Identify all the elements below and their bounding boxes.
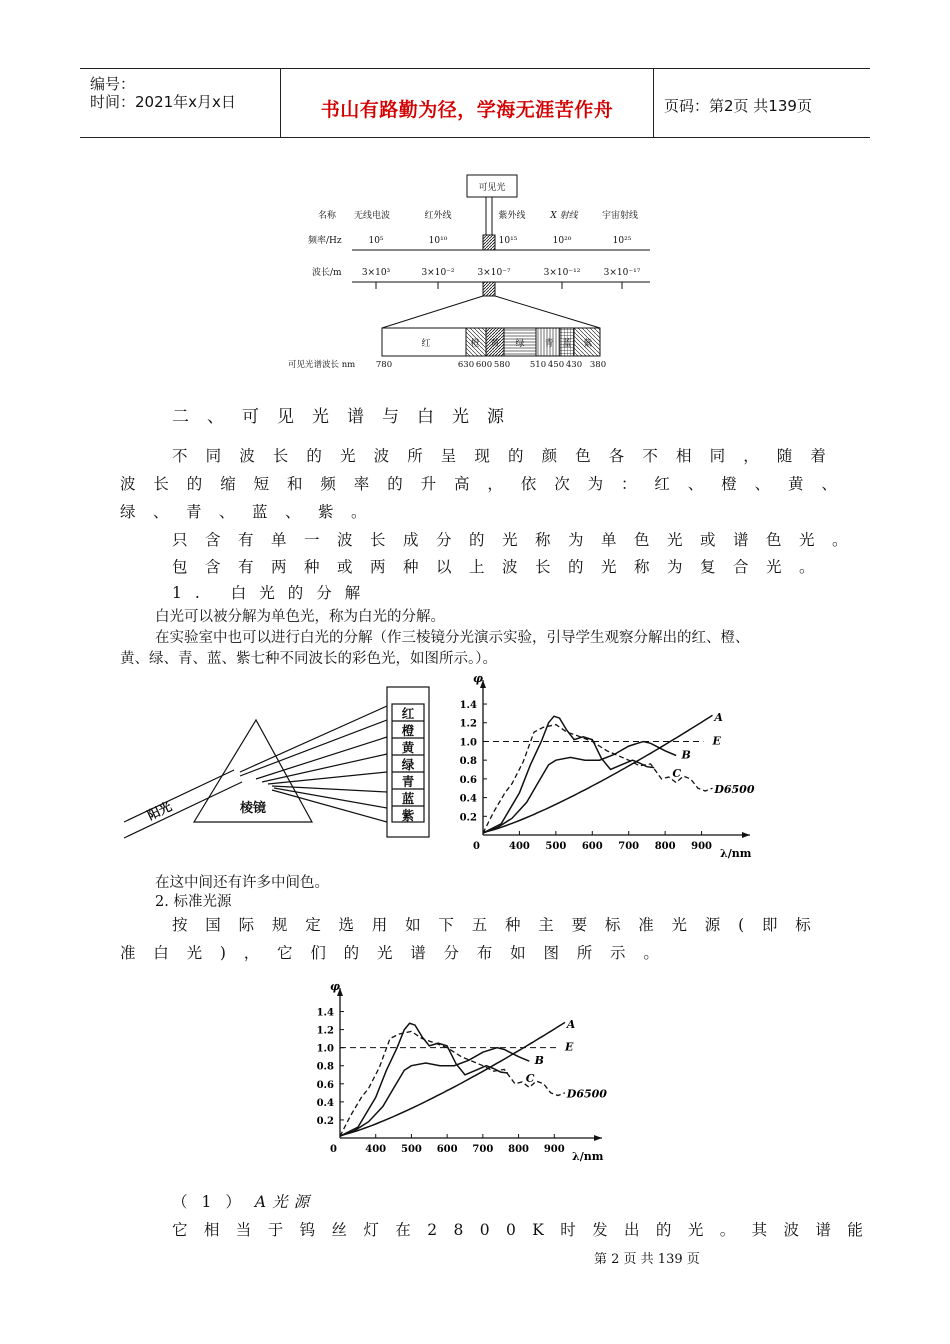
subheading-3-number: （1） (172, 1193, 255, 1211)
x-tick-label: 400 (365, 1144, 387, 1155)
section-title-text: 二、可见光谱与白光源 (172, 407, 522, 427)
row-name-label: 名称 (318, 211, 337, 221)
y-tick-label: 0.8 (316, 1061, 334, 1073)
para-3: 包含有两种或两种以上波长的光称为复合光。 (172, 558, 833, 576)
name-xray: X 射线 (550, 211, 578, 221)
band-red: 红 (421, 339, 431, 349)
para-7-line-1: 按国际规定选用如下五种主要标准光源(即标 (172, 916, 829, 934)
label-E: E (565, 1040, 574, 1054)
y-tick-label: 1.0 (316, 1043, 334, 1055)
x-tick-label: 500 (545, 841, 567, 852)
x-tick-label: 700 (472, 1144, 494, 1155)
color-yellow: 黄 (401, 740, 415, 755)
prism-label: 棱镜 (239, 801, 267, 816)
spectrum-wavelength-label: 可见光谱波长 nm (288, 360, 356, 370)
spd-chart-2-body (317, 980, 608, 1163)
para-7-line-2: 准白光)，它们的光谱分布如图所示。 (120, 944, 677, 962)
x-tick-label: 900 (543, 1144, 565, 1155)
tick-380: 380 (589, 360, 607, 370)
freq-4: 10²⁵ (612, 236, 632, 246)
x-tick-label: 500 (400, 1144, 422, 1155)
curve-C (340, 1023, 508, 1136)
para-8: 它相当于钨丝灯在2800K时发出的光。其波谱能 (172, 1221, 880, 1239)
color-green: 绿 (401, 757, 415, 772)
label-B: B (534, 1053, 544, 1067)
para-5-line-1: 在实验室中也可以进行白光的分解（作三棱镜分光演示实验，引导学生观察分解出的红、橙、 (155, 630, 750, 646)
time-label: 时间：2021年x月x日 (90, 93, 236, 111)
y-tick-label: 0.4 (459, 793, 477, 805)
band-green: 绿 (515, 339, 525, 349)
y-tick-label: 1.2 (459, 718, 477, 730)
em-spectrum-diagram (288, 170, 660, 375)
y-tick-label: 1.2 (316, 1025, 334, 1037)
tick-580: 580 (493, 360, 511, 370)
band-orange: 橙 (470, 339, 480, 349)
freq-3: 10²⁰ (552, 236, 572, 246)
header-motto-cell (281, 69, 654, 137)
tick-430: 430 (565, 360, 583, 370)
y-axis-label: φ (473, 672, 483, 685)
tick-780: 780 (375, 360, 393, 370)
color-blue: 蓝 (401, 791, 415, 806)
y-tick-label: 1.4 (316, 1007, 334, 1019)
wave-4: 3×10⁻¹⁷ (603, 268, 641, 278)
x-tick-label: 600 (581, 841, 603, 852)
label-C: C (525, 1072, 535, 1085)
x-tick-label: 800 (508, 1144, 530, 1155)
para-5-line-2: 黄、绿、青、蓝、紫七种不同波长的彩色光，如图所示。）。 (120, 651, 497, 667)
visible-spectrum-bar (382, 328, 600, 356)
motto: 书山有路勤为径，学海无涯苦作舟 (320, 99, 614, 121)
wave-2: 3×10⁻⁷ (477, 268, 511, 278)
wave-3: 3×10⁻¹² (543, 268, 581, 278)
band-cyan: 青 (544, 339, 554, 349)
number-label: 编号： (90, 75, 136, 93)
x-tick-label: 900 (691, 841, 713, 852)
subheading-3 (172, 1190, 315, 1212)
label-D6500: D6500 (714, 782, 755, 796)
page-header (80, 68, 870, 138)
freq-1: 10¹⁰ (428, 236, 448, 246)
spd-chart-1-body (460, 672, 755, 860)
header-page-cell (654, 69, 870, 137)
curve-C (483, 716, 654, 833)
page-footer: 第 2 页 共 139 页 (594, 1252, 700, 1267)
wave-1: 3×10⁻² (421, 268, 455, 278)
y-tick-label: 0.6 (316, 1079, 334, 1091)
spd-chart-1 (455, 672, 790, 858)
sun-label: 阳光 (144, 798, 174, 823)
para-2: 只含有单一波长成分的光称为单色光或谱色光。 (172, 531, 866, 549)
x-axis-label: λ/nm (572, 1150, 604, 1163)
band-blue: 蓝 (562, 339, 572, 349)
x-axis-arrow (742, 832, 750, 838)
para-1-line-3: 绿、青、蓝、紫。 (120, 503, 385, 521)
tick-630: 630 (457, 360, 475, 370)
prism-diagram (122, 682, 442, 852)
origin-label: 0 (473, 841, 480, 852)
tick-450: 450 (547, 360, 565, 370)
page-code: 页码：第2页 共139页 (664, 97, 812, 115)
para-1-line-2: 波长的缩短和频率的升高，依次为：红、橙、黄、 (120, 475, 855, 493)
color-red: 红 (401, 706, 415, 721)
header-meta-cell (80, 69, 281, 137)
x-tick-label: 600 (436, 1144, 458, 1155)
band-yellow: 黄 (490, 339, 500, 349)
x-axis-label: λ/nm (720, 847, 752, 860)
visible-light-label: 可见光 (478, 183, 506, 193)
y-tick-label: 0.2 (316, 1115, 334, 1127)
name-cosmic: 宇宙射线 (601, 211, 639, 221)
y-tick-label: 1.4 (459, 700, 477, 712)
x-tick-label: 400 (508, 841, 530, 852)
name-infrared: 红外线 (424, 211, 452, 221)
x-tick-label: 700 (618, 841, 640, 852)
row-freq-label: 频率/Hz (308, 236, 342, 246)
y-tick-label: 1.0 (459, 737, 477, 749)
y-tick-label: 0.4 (316, 1097, 334, 1109)
subheading-2: 2. 标准光源 (155, 894, 232, 910)
subheading-3-text: A光源 (254, 1193, 316, 1211)
tick-600: 600 (475, 360, 493, 370)
color-violet: 紫 (401, 808, 415, 823)
y-tick-label: 0.2 (459, 812, 477, 824)
row-wave-label: 波长/m (312, 268, 342, 278)
color-cyan: 青 (401, 774, 415, 789)
name-radio: 无线电波 (353, 211, 391, 221)
label-D6500: D6500 (566, 1087, 607, 1101)
freq-0: 10⁵ (368, 236, 384, 246)
y-tick-label: 0.8 (459, 756, 477, 768)
label-B: B (681, 748, 691, 762)
wave-0: 3×10³ (361, 268, 391, 278)
section-title (172, 402, 522, 427)
name-uv: 紫外线 (498, 211, 526, 221)
para-6: 在这中间还有许多中间色。 (155, 875, 329, 891)
x-axis-arrow (594, 1135, 602, 1141)
spd-chart-2 (316, 980, 653, 1163)
band-violet: 紫 (583, 339, 593, 349)
color-orange: 橙 (401, 723, 415, 738)
para-4: 白光可以被分解为单色光，称为白光的分解。 (155, 609, 445, 625)
y-axis-label: φ (330, 980, 340, 993)
tick-510: 510 (529, 360, 547, 370)
y-tick-label: 0.6 (459, 774, 477, 786)
label-A: A (714, 710, 723, 724)
origin-label: 0 (330, 1144, 337, 1155)
subheading-1: 1. 白光的分解 (172, 584, 374, 602)
label-A: A (566, 1017, 576, 1031)
label-C: C (672, 767, 682, 780)
para-1-line-1: 不同波长的光波所呈现的颜色各不相同，随着 (172, 447, 845, 465)
label-E: E (712, 734, 721, 748)
x-tick-label: 800 (654, 841, 676, 852)
freq-2: 10¹⁵ (498, 236, 518, 246)
